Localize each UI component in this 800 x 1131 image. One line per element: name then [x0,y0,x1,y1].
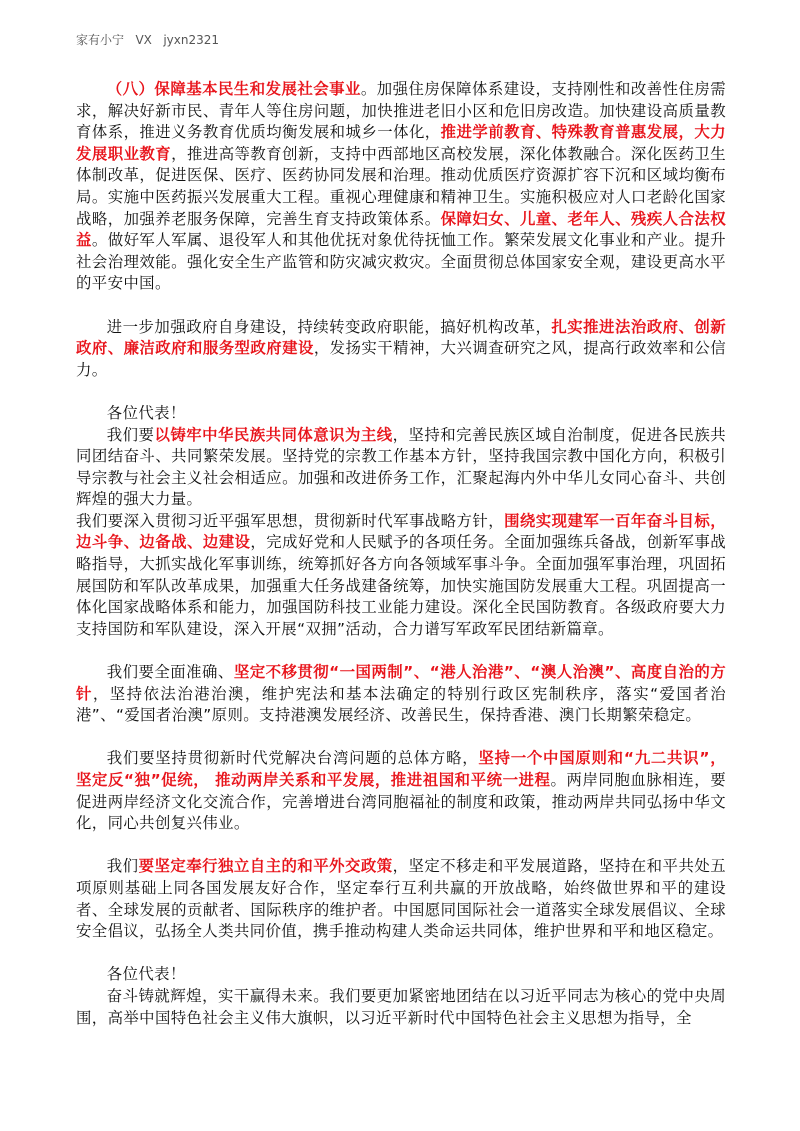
highlighted-text: 保障妇女、儿童、老年人、残疾人合法权益 [76,209,726,250]
paragraph [76,511,726,641]
document-body [76,79,726,1029]
body-text: ，推进高等教育创新，支持中西部地区高校发展，深化体教融合。深化医药卫生体制改革，促进医保、医疗、医药协同发展和治理。推动优质医疗资源扩容下沉和区域均衡布局。实施中医药振兴发展重大工程。重视心理健康和精神卫生。实施积极应对人口老龄化国家战略，加强养老服务保障，完善生育支持政策体系。 [76,144,726,228]
body-text: 各位代表！ [106,403,186,422]
highlighted-text: 要坚定奉行独立自主的和平外交政策 [138,857,393,876]
paragraph [76,986,726,1029]
body-text: ，坚持依法治港治澳，维护宪法和基本法确定的特别行政区宪制秩序，落实“爱国者治港”、“爱国者治澳”原则。支持港澳发展经济、改善民生，保持香港、澳门长期繁荣稳定。 [76,684,726,725]
paragraph [76,748,726,834]
body-text: 我们要 [106,425,155,444]
paragraph [76,425,726,511]
paragraph [76,317,726,382]
highlighted-text: 扎实推进法治政府、创新政府、廉洁政府和服务型政府建设 [76,317,727,358]
highlighted-text: 坚定不移贯彻“一国两制”、“港人治港”、“澳人治澳”、高度自治的方针 [76,663,726,703]
body-text: 进一步加强政府自身建设，持续转变政府职能，搞好机构改革， [106,317,552,336]
body-text: ，发扬实干精神，大兴调查研究之风，提高行政效率和公信力。 [76,339,726,379]
paragraph [76,964,726,986]
highlighted-text: 围绕实现建军一百年奋斗目标，边斗争、边备战、边建设 [76,511,726,552]
body-text: 我们 [106,857,139,876]
paragraph [76,856,726,942]
highlighted-text: （八）保障基本民生和发展社会事业 [106,80,361,98]
highlighted-text: 推进学前教育、特殊教育普惠发展，大力发展职业教育 [76,123,726,163]
paragraph [76,662,726,727]
body-text: 我们要深入贯彻习近平强军思想，贯彻新时代军事战略方针， [76,511,505,530]
body-text: 。做好军人军属、退役军人和其他优抚对象优待抚恤工作。繁荣发展文化事业和产业。提升社会治理效能。强化安全生产监管和防灾减灾救灾。全面贯彻总体国家安全观，建设更高水平的平安中国。 [76,231,726,293]
body-text: 。加强住房保障体系建设，支持刚性和改善性住房需求，解决好新市民、青年人等住房问题，加快推进老旧小区和危旧房改造。加快建设高质量教育体系，推进义务教育优质均衡发展和城乡一体化， [76,80,727,142]
body-text: ，坚持和完善民族区域自治制度，促进各民族共同团结奋斗、共同繁荣发展。坚持党的宗教工作基本方针，坚持我国宗教中国化方向，积极引导宗教与社会主义社会相适应。加强和改进侨务工作，汇聚起海内外中华儿女同心奋斗、共创辉煌的强大力量。 [76,425,726,509]
body-text: ，完成好党和人民赋予的各项任务。全面加强练兵备战，创新军事战略指导，大抓实战化军事训练，统筹抓好各方向各领域军事斗争。全面加强军事治理，巩固拓展国防和军队改革成果，加强重大任务战建备统筹，加快实施国防发展重大工程。巩固提高一体化国家战略体系和能力，加强国防科技工业能力建设。深化全民国防教育。各级政府要大力支持国防和军队建设，深入开展“双拥”活动，合力谱写军政军民团结新篇章。 [76,533,726,638]
body-text: 各位代表！ [106,965,186,984]
body-text: ，坚定不移走和平发展道路，坚持在和平共处五项原则基础上同各国发展友好合作，坚定奉行互利共赢的开放战略，始终做世界和平的建设者、全球发展的贡献者、国际秩序的维护者。中国愿同国际社会一道落实全球发展倡议、全球安全倡议，弘扬全人类共同价值，携手推动构建人类命运共同体，维护世界和平和地区稳定。 [76,857,726,941]
highlighted-text: 坚持一个中国原则和“九二共识”，坚定反“独”促统， 推动两岸关系和平发展，推进祖国和平统一进程 [76,749,726,789]
body-text: 我们要坚持贯彻新时代党解决台湾问题的总体方略， [106,749,479,768]
highlighted-text: 以铸牢中华民族共同体意识为主线 [154,425,393,444]
body-text: 奋斗铸就辉煌，实干赢得未来。我们要更加紧密地团结在以习近平同志为核心的党中央周围，高举中国特色社会主义伟大旗帜，以习近平新时代中国特色社会主义思想为指导，全 [76,986,726,1027]
paragraph [76,79,726,295]
header-watermark-text: 家有小宁 VX jyxn2321 [76,33,219,47]
body-text: 我们要全面准确、 [106,663,234,682]
body-text: 。两岸同胞血脉相连，要促进两岸经济文化交流合作，完善增进台湾同胞福祉的制度和政策，推动两岸共同弘扬中华文化，同心共创复兴伟业。 [76,771,726,833]
paragraph [76,403,726,425]
